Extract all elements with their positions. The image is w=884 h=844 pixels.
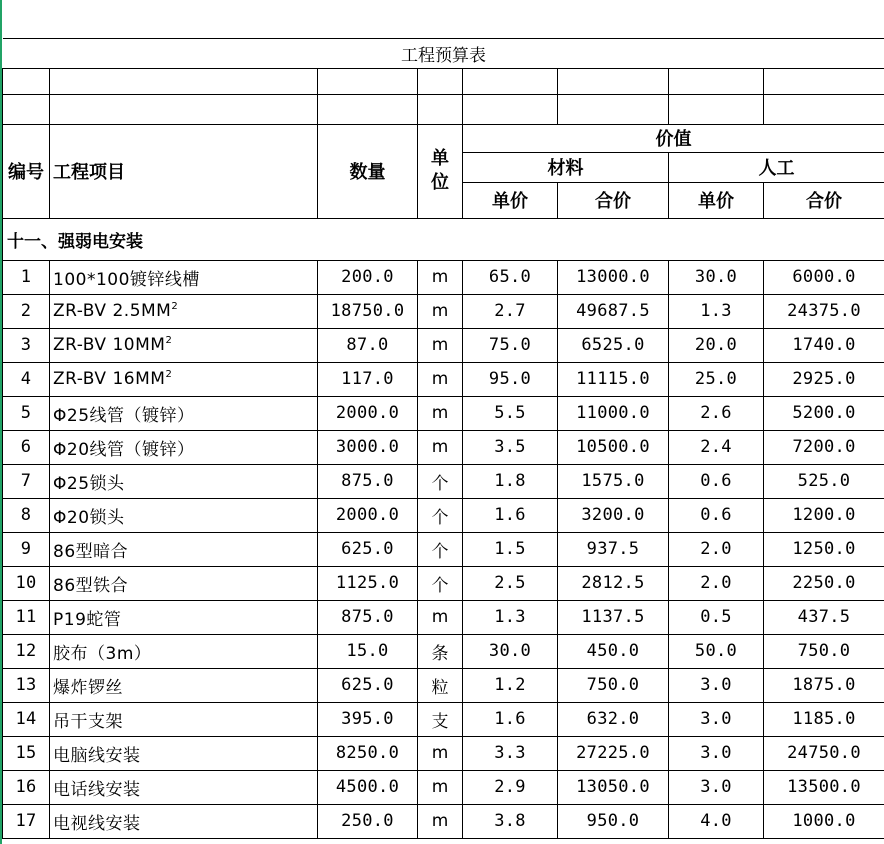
table-row xyxy=(3,804,884,838)
row-number[interactable]: 15 xyxy=(3,736,50,770)
row-labor-unit-price[interactable]: 3.0 xyxy=(669,736,764,770)
row-material-unit-price[interactable]: 1.3 xyxy=(463,600,558,634)
row-item[interactable] xyxy=(50,498,318,532)
row-labor-unit-price[interactable]: 2.4 xyxy=(669,430,764,464)
row-material-unit-price[interactable]: 1.2 xyxy=(463,668,558,702)
row-item[interactable] xyxy=(50,532,318,566)
row-labor-unit-price[interactable]: 0.6 xyxy=(669,464,764,498)
cell[interactable] xyxy=(3,94,50,124)
empty-row xyxy=(3,68,884,94)
row-item[interactable] xyxy=(50,600,318,634)
blank-row xyxy=(3,0,884,38)
row-material-unit-price[interactable]: 1.8 xyxy=(463,464,558,498)
row-material-unit-price[interactable]: 2.9 xyxy=(463,770,558,804)
row-labor-total-price[interactable]: 1185.0 xyxy=(764,702,884,736)
row-labor-unit-price[interactable]: 2.0 xyxy=(669,566,764,600)
row-quantity[interactable]: 200.0 xyxy=(318,260,418,294)
table-row xyxy=(3,260,884,294)
row-labor-total-price[interactable]: 1740.0 xyxy=(764,328,884,362)
row-item[interactable] xyxy=(50,362,318,396)
row-unit[interactable]: 个 xyxy=(418,532,463,566)
row-labor-total-price[interactable]: 750.0 xyxy=(764,634,884,668)
row-quantity[interactable]: 117.0 xyxy=(318,362,418,396)
row-number[interactable]: 2 xyxy=(3,294,50,328)
row-number[interactable]: 6 xyxy=(3,430,50,464)
row-material-total-price[interactable]: 11000.0 xyxy=(558,396,669,430)
row-material-unit-price[interactable]: 5.5 xyxy=(463,396,558,430)
row-unit[interactable]: m xyxy=(418,770,463,804)
row-unit[interactable]: m xyxy=(418,362,463,396)
row-unit[interactable]: 个 xyxy=(418,498,463,532)
table-row xyxy=(3,328,884,362)
row-number[interactable]: 14 xyxy=(3,702,50,736)
header-value[interactable]: 价值 xyxy=(463,124,884,152)
row-labor-unit-price[interactable]: 0.5 xyxy=(669,600,764,634)
row-labor-total-price[interactable]: 1875.0 xyxy=(764,668,884,702)
row-material-unit-price[interactable]: 95.0 xyxy=(463,362,558,396)
header-material-unit-price[interactable]: 单价 xyxy=(463,182,558,218)
table-row xyxy=(3,566,884,600)
empty-row xyxy=(3,94,884,124)
row-quantity[interactable]: 625.0 xyxy=(318,668,418,702)
row-material-unit-price[interactable]: 2.5 xyxy=(463,566,558,600)
row-material-total-price[interactable]: 2812.5 xyxy=(558,566,669,600)
table-row xyxy=(3,464,884,498)
row-quantity[interactable]: 2000.0 xyxy=(318,498,418,532)
row-material-total-price[interactable]: 49687.5 xyxy=(558,294,669,328)
cell[interactable] xyxy=(418,94,463,124)
row-material-total-price[interactable]: 750.0 xyxy=(558,668,669,702)
cell[interactable] xyxy=(50,68,318,94)
row-material-unit-price[interactable]: 1.5 xyxy=(463,532,558,566)
row-labor-total-price[interactable]: 1250.0 xyxy=(764,532,884,566)
row-number[interactable]: 10 xyxy=(3,566,50,600)
section-row xyxy=(3,218,884,260)
row-labor-total-price[interactable]: 5200.0 xyxy=(764,396,884,430)
row-labor-unit-price[interactable]: 1.3 xyxy=(669,294,764,328)
row-material-total-price[interactable]: 10500.0 xyxy=(558,430,669,464)
row-material-total-price[interactable]: 3200.0 xyxy=(558,498,669,532)
header-material[interactable]: 材料 xyxy=(463,152,669,182)
row-labor-total-price[interactable]: 525.0 xyxy=(764,464,884,498)
row-unit[interactable]: m xyxy=(418,600,463,634)
row-quantity[interactable]: 395.0 xyxy=(318,702,418,736)
row-material-total-price[interactable]: 13000.0 xyxy=(558,260,669,294)
row-item-text: ZR-BV 2.5MM xyxy=(53,301,172,321)
row-item[interactable] xyxy=(50,804,318,838)
row-unit[interactable]: m xyxy=(418,804,463,838)
row-material-unit-price[interactable]: 30.0 xyxy=(463,634,558,668)
row-unit[interactable]: m xyxy=(418,328,463,362)
row-item-text: Φ25锁头 xyxy=(53,473,125,494)
row-labor-unit-price[interactable]: 3.0 xyxy=(669,770,764,804)
row-material-unit-price[interactable]: 3.5 xyxy=(463,430,558,464)
row-unit[interactable]: 个 xyxy=(418,464,463,498)
row-item[interactable] xyxy=(50,328,318,362)
cell[interactable] xyxy=(318,68,418,94)
row-quantity[interactable]: 250.0 xyxy=(318,804,418,838)
row-item[interactable] xyxy=(50,464,318,498)
row-unit[interactable]: m xyxy=(418,294,463,328)
row-unit[interactable]: m xyxy=(418,430,463,464)
row-item-text: 电话线安装 xyxy=(53,779,141,800)
table-row xyxy=(3,702,884,736)
cell[interactable] xyxy=(764,68,884,94)
row-item[interactable] xyxy=(50,260,318,294)
table-row xyxy=(3,600,884,634)
row-material-unit-price[interactable]: 3.8 xyxy=(463,804,558,838)
row-material-total-price[interactable]: 1137.5 xyxy=(558,600,669,634)
table-row xyxy=(3,634,884,668)
row-number[interactable]: 11 xyxy=(3,600,50,634)
cell[interactable] xyxy=(669,94,764,124)
row-material-total-price[interactable]: 11115.0 xyxy=(558,362,669,396)
table-row xyxy=(3,770,884,804)
row-quantity[interactable]: 3000.0 xyxy=(318,430,418,464)
header-material-total-price[interactable]: 合价 xyxy=(558,182,669,218)
cell[interactable] xyxy=(669,68,764,94)
header-unit[interactable]: 单位 xyxy=(418,124,463,218)
cell[interactable] xyxy=(418,68,463,94)
row-item[interactable] xyxy=(50,396,318,430)
row-item-text: 电视线安装 xyxy=(53,813,141,834)
row-unit[interactable]: m xyxy=(418,396,463,430)
row-item-text: 爆炸锣丝 xyxy=(53,677,123,698)
row-item[interactable] xyxy=(50,736,318,770)
header-qty[interactable]: 数量 xyxy=(318,124,418,218)
row-material-total-price[interactable]: 27225.0 xyxy=(558,736,669,770)
row-labor-unit-price[interactable]: 4.0 xyxy=(669,804,764,838)
row-item-text: 86型暗合 xyxy=(53,541,129,562)
row-quantity[interactable]: 625.0 xyxy=(318,532,418,566)
row-unit[interactable]: 粒 xyxy=(418,668,463,702)
row-item-text: 86型铁合 xyxy=(53,575,129,596)
row-number[interactable]: 3 xyxy=(3,328,50,362)
row-labor-unit-price[interactable]: 2.0 xyxy=(669,532,764,566)
cell[interactable] xyxy=(318,94,418,124)
row-number[interactable]: 16 xyxy=(3,770,50,804)
row-quantity[interactable]: 8250.0 xyxy=(318,736,418,770)
row-unit[interactable]: 支 xyxy=(418,702,463,736)
cell[interactable] xyxy=(558,94,669,124)
row-item[interactable] xyxy=(50,634,318,668)
table-row xyxy=(3,668,884,702)
table-row xyxy=(3,396,884,430)
table-row xyxy=(3,430,884,464)
row-item-superscript: 2 xyxy=(165,335,173,346)
row-material-total-price[interactable]: 6525.0 xyxy=(558,328,669,362)
table-row xyxy=(3,736,884,770)
row-labor-total-price[interactable]: 13500.0 xyxy=(764,770,884,804)
row-material-total-price[interactable]: 937.5 xyxy=(558,532,669,566)
cell[interactable] xyxy=(3,68,50,94)
row-quantity[interactable]: 4500.0 xyxy=(318,770,418,804)
row-quantity[interactable]: 875.0 xyxy=(318,464,418,498)
row-item-text: ZR-BV 16MM xyxy=(53,369,166,389)
row-item-text: Φ20锁头 xyxy=(53,507,125,528)
cell[interactable] xyxy=(463,68,558,94)
row-material-total-price[interactable]: 1575.0 xyxy=(558,464,669,498)
row-unit[interactable]: m xyxy=(418,736,463,770)
row-material-total-price[interactable]: 13050.0 xyxy=(558,770,669,804)
row-labor-total-price[interactable]: 437.5 xyxy=(764,600,884,634)
section-title[interactable]: 十一、强弱电安装 xyxy=(3,218,884,260)
row-material-unit-price[interactable]: 2.7 xyxy=(463,294,558,328)
row-material-total-price[interactable]: 950.0 xyxy=(558,804,669,838)
header-labor-unit-price[interactable]: 单价 xyxy=(669,182,764,218)
row-labor-unit-price[interactable]: 2.6 xyxy=(669,396,764,430)
row-material-unit-price[interactable]: 1.6 xyxy=(463,702,558,736)
row-number[interactable]: 12 xyxy=(3,634,50,668)
row-item-text: P19蛇管 xyxy=(53,609,122,630)
cell[interactable] xyxy=(463,94,558,124)
row-labor-unit-price[interactable]: 3.0 xyxy=(669,702,764,736)
row-labor-total-price[interactable]: 1200.0 xyxy=(764,498,884,532)
row-number[interactable]: 4 xyxy=(3,362,50,396)
row-item-superscript: 2 xyxy=(165,369,173,380)
table-row xyxy=(3,362,884,396)
header-item[interactable]: 工程项目 xyxy=(50,124,318,218)
table-row xyxy=(3,532,884,566)
row-labor-unit-price[interactable]: 30.0 xyxy=(669,260,764,294)
row-quantity[interactable]: 15.0 xyxy=(318,634,418,668)
row-unit[interactable]: 条 xyxy=(418,634,463,668)
row-number[interactable]: 1 xyxy=(3,260,50,294)
row-item[interactable] xyxy=(50,702,318,736)
row-number[interactable]: 9 xyxy=(3,532,50,566)
row-material-unit-price[interactable]: 1.6 xyxy=(463,498,558,532)
header-row-1 xyxy=(3,124,884,152)
row-number[interactable]: 13 xyxy=(3,668,50,702)
row-quantity[interactable]: 875.0 xyxy=(318,600,418,634)
row-number[interactable]: 7 xyxy=(3,464,50,498)
row-item[interactable] xyxy=(50,668,318,702)
budget-table xyxy=(2,0,884,839)
row-item[interactable] xyxy=(50,770,318,804)
row-labor-unit-price[interactable]: 50.0 xyxy=(669,634,764,668)
row-item-text: Φ20线管（镀锌） xyxy=(53,439,195,460)
data-rows xyxy=(3,260,884,838)
row-labor-total-price[interactable]: 1000.0 xyxy=(764,804,884,838)
row-labor-unit-price[interactable]: 25.0 xyxy=(669,362,764,396)
row-item-text: Φ25线管（镀锌） xyxy=(53,405,195,426)
row-material-unit-price[interactable]: 3.3 xyxy=(463,736,558,770)
row-item[interactable] xyxy=(50,294,318,328)
table-row xyxy=(3,294,884,328)
row-quantity[interactable]: 1125.0 xyxy=(318,566,418,600)
row-labor-total-price[interactable]: 24750.0 xyxy=(764,736,884,770)
row-labor-total-price[interactable]: 24375.0 xyxy=(764,294,884,328)
row-number[interactable]: 5 xyxy=(3,396,50,430)
cell[interactable] xyxy=(50,94,318,124)
row-labor-total-price[interactable]: 7200.0 xyxy=(764,430,884,464)
row-labor-total-price[interactable]: 2250.0 xyxy=(764,566,884,600)
row-unit[interactable]: m xyxy=(418,260,463,294)
row-item-text: 吊干支架 xyxy=(53,711,123,732)
row-labor-unit-price[interactable]: 0.6 xyxy=(669,498,764,532)
title-row xyxy=(3,38,884,68)
page-title[interactable]: 工程预算表 xyxy=(3,38,884,68)
row-labor-unit-price[interactable]: 20.0 xyxy=(669,328,764,362)
row-item-superscript: 2 xyxy=(171,301,179,312)
row-item-text: 电脑线安装 xyxy=(53,745,141,766)
table-row xyxy=(3,498,884,532)
row-item[interactable] xyxy=(50,566,318,600)
row-unit[interactable]: 个 xyxy=(418,566,463,600)
header-labor-total-price[interactable]: 合价 xyxy=(764,182,884,218)
header-labor[interactable]: 人工 xyxy=(669,152,884,182)
header-no[interactable]: 编号 xyxy=(3,124,50,218)
cell[interactable] xyxy=(764,94,884,124)
row-labor-total-price[interactable]: 2925.0 xyxy=(764,362,884,396)
cell[interactable] xyxy=(558,68,669,94)
row-quantity[interactable]: 18750.0 xyxy=(318,294,418,328)
row-number[interactable]: 17 xyxy=(3,804,50,838)
row-item[interactable] xyxy=(50,430,318,464)
row-material-unit-price[interactable]: 75.0 xyxy=(463,328,558,362)
row-material-unit-price[interactable]: 65.0 xyxy=(463,260,558,294)
row-item-text: ZR-BV 10MM xyxy=(53,335,166,355)
row-item-text: 100*100镀锌线槽 xyxy=(53,269,200,290)
row-material-total-price[interactable]: 450.0 xyxy=(558,634,669,668)
row-labor-unit-price[interactable]: 3.0 xyxy=(669,668,764,702)
row-number[interactable]: 8 xyxy=(3,498,50,532)
row-quantity[interactable]: 87.0 xyxy=(318,328,418,362)
row-quantity[interactable]: 2000.0 xyxy=(318,396,418,430)
row-labor-total-price[interactable]: 6000.0 xyxy=(764,260,884,294)
row-item-text: 胶布（3m） xyxy=(53,643,152,664)
row-material-total-price[interactable]: 632.0 xyxy=(558,702,669,736)
